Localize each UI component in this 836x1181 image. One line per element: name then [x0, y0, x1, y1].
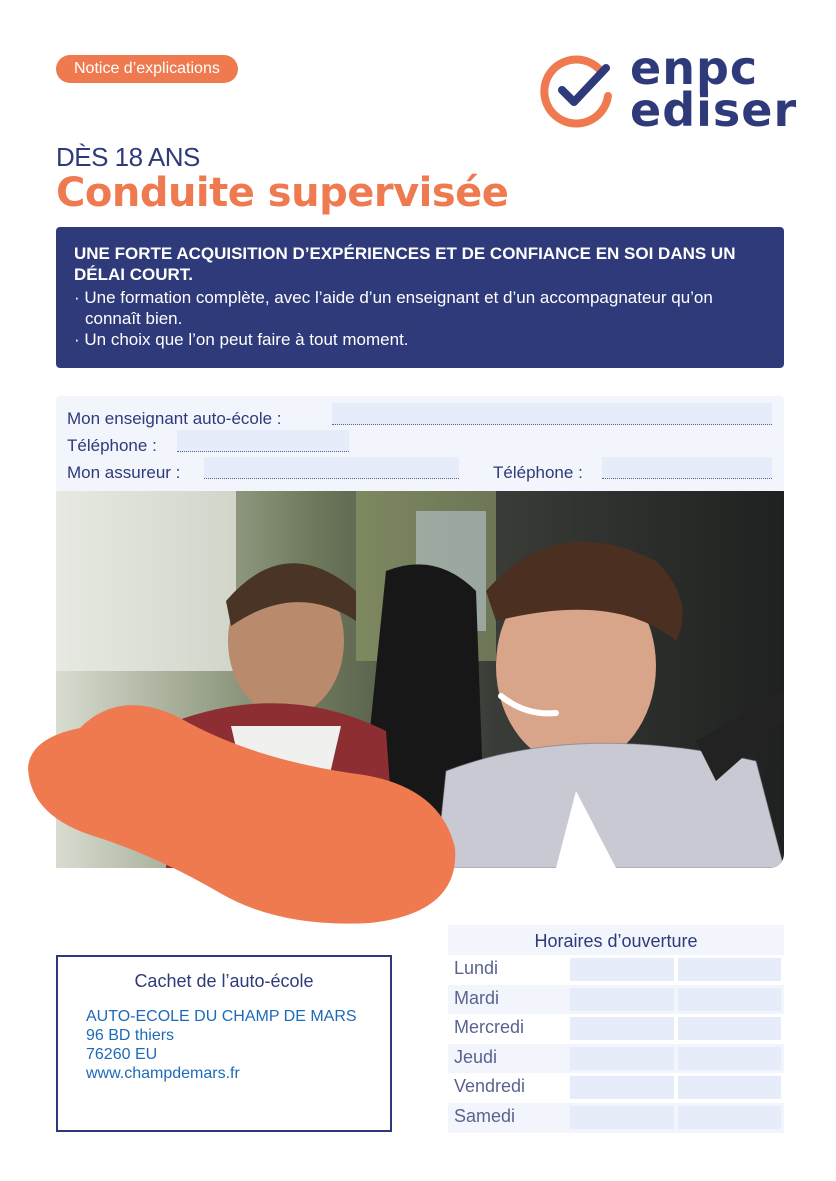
- day-label: Jeudi: [454, 1046, 498, 1067]
- opening-hours-table: [448, 925, 784, 1133]
- afternoon-slot[interactable]: [678, 1076, 781, 1099]
- afternoon-slot[interactable]: [678, 1106, 781, 1129]
- stamp-address: [86, 1007, 357, 1083]
- teacher-field[interactable]: [332, 403, 772, 425]
- morning-slot[interactable]: [570, 958, 674, 981]
- hours-row-jeudi: [448, 1044, 784, 1074]
- check-circle-logo-icon: [538, 48, 618, 132]
- day-label: Samedi: [454, 1105, 516, 1126]
- hours-title: Horaires d’ouverture: [448, 925, 784, 955]
- info-heading: UNE FORTE ACQUISITION D’EXPÉRIENCES ET DE CONFIANCE EN SOI DANS UN DÉLAI COURT.: [74, 244, 736, 284]
- hours-row-mercredi: [448, 1014, 784, 1044]
- day-label: Mercredi: [454, 1017, 525, 1038]
- morning-slot[interactable]: [570, 1076, 674, 1099]
- logo-line-1: enpc: [630, 41, 759, 95]
- hours-row-samedi: [448, 1103, 784, 1133]
- morning-slot[interactable]: [570, 988, 674, 1011]
- insurer-field[interactable]: [204, 457, 459, 479]
- day-label: Lundi: [454, 958, 499, 978]
- morning-slot[interactable]: [570, 1106, 674, 1129]
- phone1-field[interactable]: [177, 430, 349, 452]
- morning-slot[interactable]: [570, 1017, 674, 1040]
- enpc-ediser-logo: [538, 41, 798, 137]
- afternoon-slot[interactable]: [678, 1047, 781, 1070]
- insurer-label: Mon assureur :: [67, 463, 181, 482]
- teacher-label: Mon enseignant auto-école :: [67, 409, 282, 428]
- school-website[interactable]: www.champdemars.fr: [86, 1065, 240, 1082]
- phone2-field[interactable]: [602, 457, 772, 479]
- page-title: Conduite supervisée: [56, 170, 509, 216]
- info-bullet: · Une formation complète, avec l’aide d’un enseignant et d’un accompagnateur qu’on connaît bien.: [74, 288, 713, 328]
- contact-form: [56, 396, 784, 492]
- phone2-label: Téléphone :: [493, 463, 583, 482]
- driving-school-stamp: [56, 955, 392, 1132]
- info-bullet: · Un choix que l’on peut faire à tout moment.: [74, 330, 409, 349]
- afternoon-slot[interactable]: [678, 1017, 781, 1040]
- day-label: Vendredi: [454, 1076, 526, 1097]
- school-city: 76260 EU: [86, 1046, 158, 1063]
- logo-wordmark: [630, 41, 798, 137]
- logo-line-2: ediser: [630, 83, 798, 137]
- info-box: [56, 227, 784, 368]
- phone1-label: Téléphone :: [67, 436, 157, 455]
- orange-blob-shape: [20, 688, 460, 928]
- stamp-title: Cachet de l’auto-école: [134, 971, 314, 991]
- school-name: AUTO-ECOLE DU CHAMP DE MARS: [86, 1008, 357, 1025]
- age-subtitle: DÈS 18 ANS: [56, 142, 200, 172]
- notice-badge: Notice d’explications: [56, 55, 238, 83]
- morning-slot[interactable]: [570, 1047, 674, 1070]
- school-street: 96 BD thiers: [86, 1027, 175, 1044]
- hours-row-lundi: [448, 955, 784, 985]
- afternoon-slot[interactable]: [678, 988, 781, 1011]
- hours-row-vendredi: [448, 1073, 784, 1103]
- day-label: Mardi: [454, 987, 500, 1008]
- hours-row-mardi: [448, 985, 784, 1015]
- afternoon-slot[interactable]: [678, 958, 781, 981]
- info-list: [74, 287, 766, 350]
